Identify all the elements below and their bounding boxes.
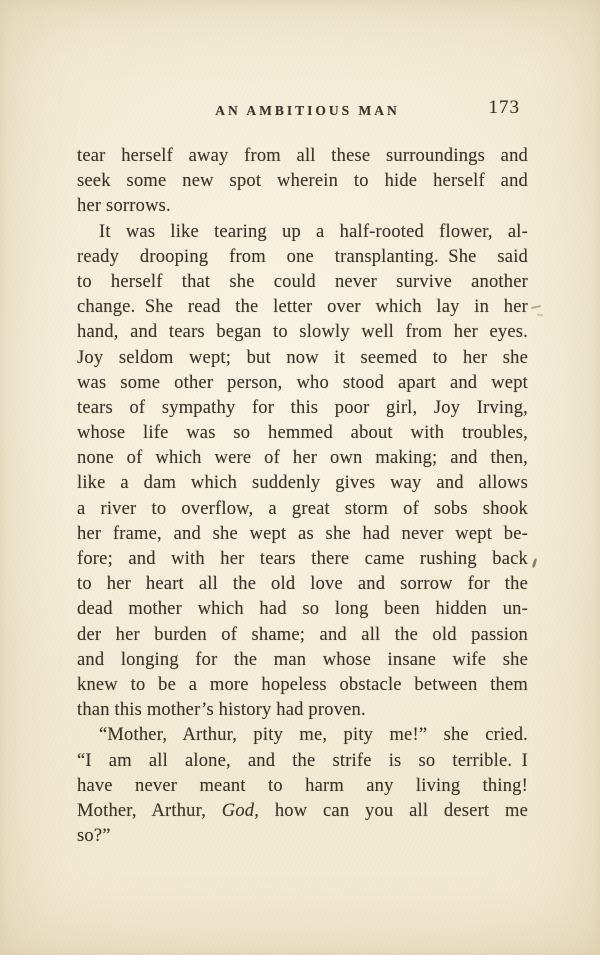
text-line: “Mother, Arthur, pity me, pity me!” she cried. bbox=[99, 725, 528, 746]
scan-artifact-dash bbox=[537, 314, 543, 317]
text-line: tears of sympathy for this poor girl, Joy Irving, bbox=[77, 397, 528, 418]
text-line: fore; and with her tears there came rushing back bbox=[77, 549, 528, 569]
text-line: to herself that she could never survive another bbox=[77, 271, 528, 292]
text-line: Mother, Arthur, God, how can you all desert me bbox=[77, 800, 528, 821]
page-number: 173 bbox=[488, 97, 520, 118]
text-line: none of which were of her own making; and then, bbox=[77, 448, 528, 469]
text-line: knew to be a more hopeless obstacle between them bbox=[77, 674, 528, 695]
text-line: was some other person, who stood apart and wept bbox=[77, 372, 528, 393]
text-line: have never meant to harm any living thing! bbox=[77, 775, 528, 796]
running-head bbox=[77, 97, 528, 124]
running-title: AN AMBITIOUS MAN bbox=[215, 103, 400, 118]
text-line: Joy seldom wept; but now it seemed to her she bbox=[77, 347, 528, 368]
text-line: change. She read the letter over which lay in her bbox=[77, 297, 528, 318]
text-line: der her burden of shame; and all the old passion bbox=[77, 624, 528, 645]
text-line: “I am all alone, and the strife is so terrible. I bbox=[77, 750, 528, 771]
text-line: to her heart all the old love and sorrow for the bbox=[77, 574, 528, 595]
text-line: than this mother’s history had proven. bbox=[77, 700, 366, 721]
text-line: a river to overflow, a great storm of sobs shook bbox=[77, 498, 528, 519]
scan-artifact-dash bbox=[531, 305, 541, 309]
text-line: her frame, and she wept as she had never wept be- bbox=[77, 523, 528, 544]
text-line: whose life was so hemmed about with troubles, bbox=[77, 423, 528, 444]
text-line: seek some new spot wherein to hide herself and bbox=[77, 171, 528, 192]
text-line: hand, and tears began to slowly well from her eyes. bbox=[77, 322, 528, 343]
scan-artifact-tick bbox=[532, 558, 538, 568]
text-line: like a dam which suddenly gives way and allows bbox=[77, 473, 528, 494]
text-line: and longing for the man whose insane wife she bbox=[77, 649, 528, 670]
text-line: It was like tearing up a half-rooted flower, al- bbox=[99, 221, 528, 242]
text-line: ready drooping from one transplanting. She said bbox=[77, 246, 528, 267]
text-block bbox=[77, 144, 528, 849]
text-line: her sorrows. bbox=[77, 196, 171, 217]
text-line: dead mother which had so long been hidden un- bbox=[77, 599, 528, 620]
text-line: so?” bbox=[77, 826, 111, 847]
text-line: tear herself away from all these surroundings and bbox=[77, 146, 528, 166]
